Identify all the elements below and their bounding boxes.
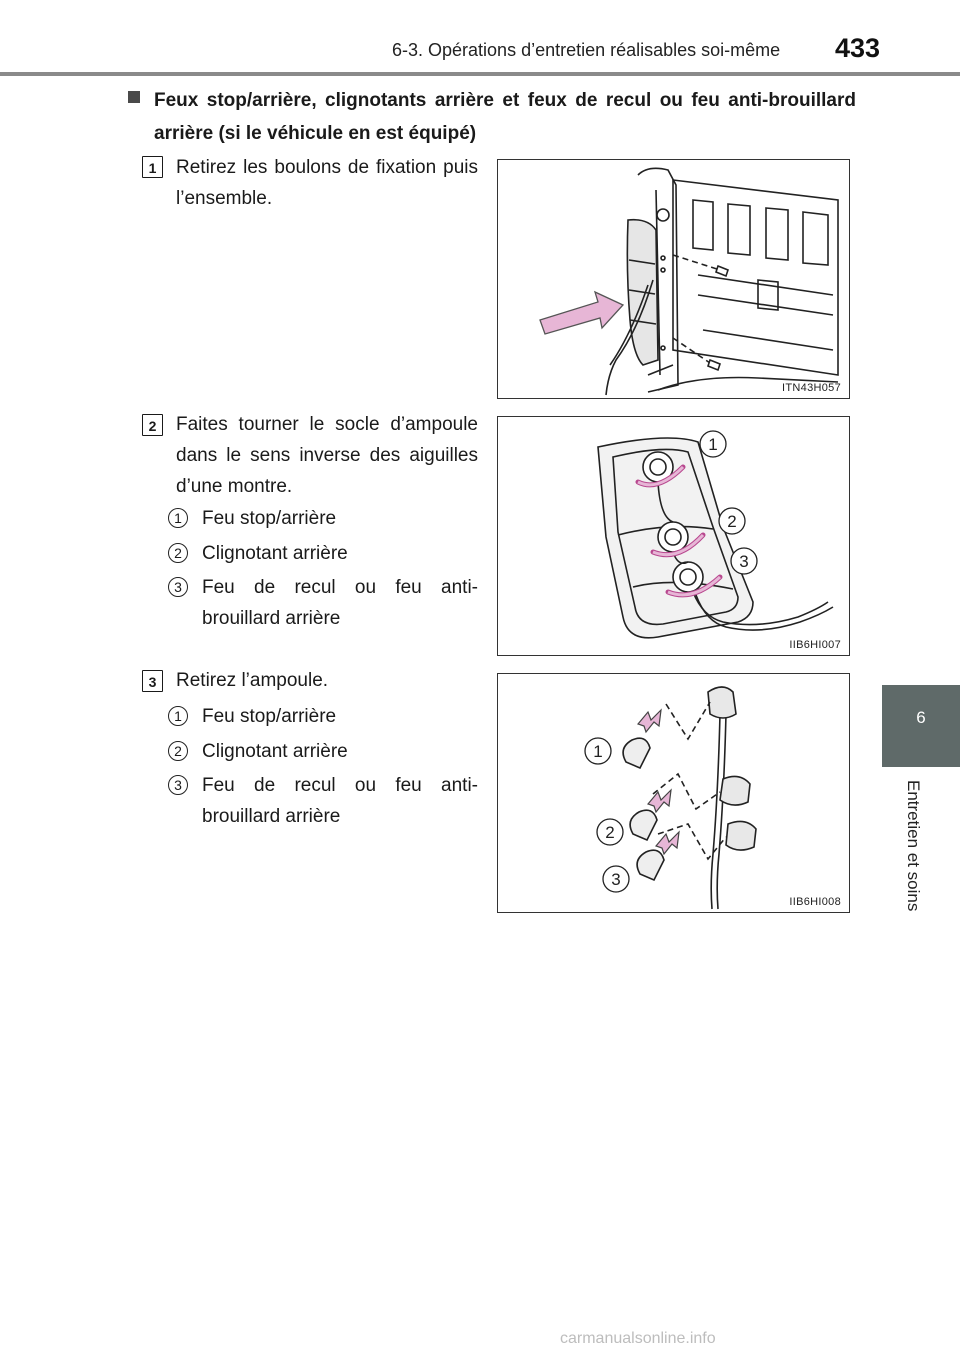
figure-code: ITN43H057 [782,382,841,394]
figure-code: IIB6HI007 [789,639,841,651]
figure-callout: 3 [611,870,621,889]
page-number: 433 [835,33,881,63]
step-badge: 1 [142,156,163,178]
item-text: Feu de recul ou feu anti-brouillard arrière [202,775,478,827]
figure-turn-socket [497,416,850,656]
section-bullet-icon [128,91,140,103]
step-text: Faites tourner le socle d’ampoule dans le sens inverse des aiguilles d’une montre. [176,414,478,497]
item-number-badge: 1 [168,508,188,528]
item-text: Clignotant arrière [202,543,348,564]
item-number-badge: 3 [168,577,188,597]
item-text: Feu stop/arrière [202,508,337,529]
section-heading: Feux stop/arrière, clignotants arrière et feux de recul ou feu anti-brouillard arrière (si le véhicule en est équipé) [154,90,856,144]
chapter-label: Entretien et soins [904,780,923,912]
bulb-removal-illustration [498,674,849,912]
footer-watermark: carmanualsonline.info [560,1330,716,1347]
item-text: Feu stop/arrière [202,706,337,727]
figure-callout: 2 [605,823,615,842]
item-text: Feu de recul ou feu anti-brouillard arrière [202,577,478,629]
running-header-title: 6-3. Opérations d’entretien réalisables soi-même [392,40,781,60]
step-badge: 2 [142,414,163,436]
lamp-socket-illustration [498,417,849,655]
item-text: Clignotant arrière [202,741,348,762]
step-text: Retirez l’ampoule. [176,670,329,691]
figure-callout: 2 [727,512,737,531]
item-number-badge: 1 [168,706,188,726]
figure-remove-bolts [497,159,850,399]
figure-remove-bulb [497,673,850,913]
chapter-number: 6 [916,708,926,727]
figure-callout: 1 [593,742,603,761]
step-badge: 3 [142,670,163,692]
figure-callout: 3 [739,552,749,571]
header-rule [0,72,960,76]
tailgate-illustration [498,160,849,398]
item-number-badge: 2 [168,543,188,563]
step-text: Retirez les boulons de fixation puis l’ensemble. [176,157,478,209]
item-number-badge: 3 [168,775,188,795]
figure-code: IIB6HI008 [789,896,841,908]
figure-callout: 1 [708,435,718,454]
item-number-badge: 2 [168,741,188,761]
